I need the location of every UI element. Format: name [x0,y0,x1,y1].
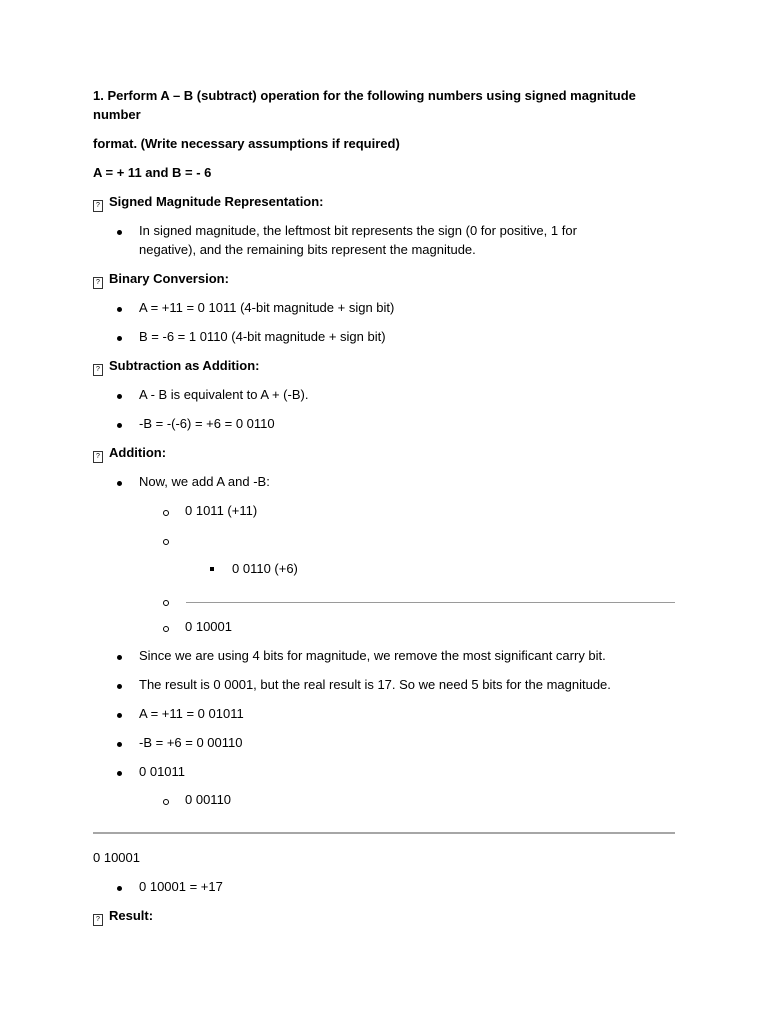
missing-glyph-icon: ? [93,914,103,926]
bullet-dot [117,886,122,891]
signed-bullet-line-2: negative), and the remaining bits represent the magnitude. [139,242,476,257]
missing-glyph-icon: ? [93,277,103,289]
subtraction-bullet-1: A - B is equivalent to A + (-B). [139,387,309,402]
addition-sub-1: 0 1011 (+11) [185,503,258,518]
binary-bullet-a: A = +11 = 0 1011 (4-bit magnitude + sign bit) [139,300,395,315]
sub-sub-bullet-square [210,567,214,571]
addition-sub-5: 0 10001 [185,619,232,634]
addition-bullet-7: 0 10001 = +17 [139,879,223,894]
addition-bullet-5: -B = +6 = 0 00110 [139,735,243,750]
sub-bullet-circle [163,510,169,516]
bullet-dot [117,394,122,399]
addition-sub-3: 0 0110 (+6) [232,561,298,576]
section-heading-binary: ? Binary Conversion: [93,271,229,289]
missing-glyph-icon: ? [93,364,103,376]
missing-glyph-icon: ? [93,451,103,463]
addition-bullet-2: Since we are using 4 bits for magnitude, we remove the most significant carry bit. [139,648,606,663]
sub-bullet-circle [163,600,169,606]
bullet-dot [117,684,122,689]
sub-bullet-circle [163,626,169,632]
subtraction-bullet-2: -B = -(-6) = +6 = 0 0110 [139,416,275,431]
given-values: A = + 11 and B = - 6 [93,165,212,180]
plain-result-line: 0 10001 [93,850,140,865]
addition-bullet-3: The result is 0 0001, but the real result is 17. So we need 5 bits for the magnitude. [139,677,611,692]
section-heading-addition: ? Addition: [93,445,166,463]
signed-bullet-line-1: In signed magnitude, the leftmost bit represents the sign (0 for positive, 1 for [139,223,577,238]
sub-bullet-circle [163,799,169,805]
sub-bullet-circle [163,539,169,545]
question-line-2: number [93,107,141,122]
horizontal-rule [93,832,675,834]
bullet-dot [117,230,122,235]
missing-glyph-icon: ? [93,200,103,212]
question-line-1: 1. Perform A – B (subtract) operation for the following numbers using signed magnitude [93,88,636,103]
bullet-dot [117,771,122,776]
question-line-3: format. (Write necessary assumptions if required) [93,136,400,151]
bullet-dot [117,336,122,341]
binary-bullet-b: B = -6 = 1 0110 (4-bit magnitude + sign bit) [139,329,386,344]
addition-sub-6: 0 00110 [185,792,232,807]
bullet-dot [117,481,122,486]
addition-bullet-4: A = +11 = 0 01011 [139,706,244,721]
bullet-dot [117,423,122,428]
addition-bullet-1: Now, we add A and -B: [139,474,270,489]
bullet-dot [117,713,122,718]
bullet-dot [117,655,122,660]
section-heading-result: ? Result: [93,908,153,926]
bullet-dot [117,307,122,312]
section-heading-subtraction: ? Subtraction as Addition: [93,358,259,376]
section-heading-signed: ? Signed Magnitude Representation: [93,194,324,212]
bullet-dot [117,742,122,747]
addition-bullet-6: 0 01011 [139,764,186,779]
horizontal-rule [186,602,675,603]
